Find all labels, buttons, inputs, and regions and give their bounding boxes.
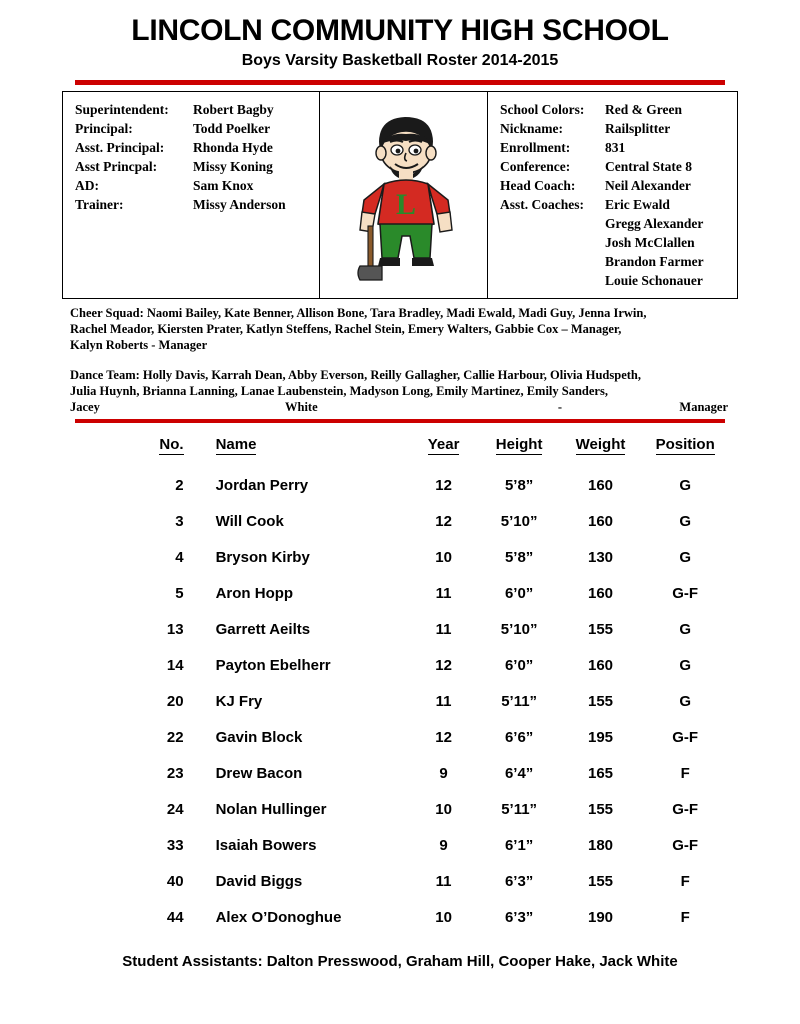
dance-last-role: Manager <box>679 400 728 414</box>
cell-name: Jordan Perry <box>215 476 309 494</box>
school-info-label: Head Coach: <box>500 178 576 193</box>
cell-height: 6’0” <box>504 656 534 674</box>
school-info-row <box>500 214 727 233</box>
admin-row <box>75 195 309 214</box>
cell-name: Bryson Kirby <box>215 548 310 566</box>
school-info-label <box>500 233 605 252</box>
cell-no: 14 <box>166 656 184 674</box>
school-info-value: Josh McClallen <box>605 235 695 250</box>
table-row <box>130 719 730 755</box>
cheer-squad-block <box>70 305 738 353</box>
table-row <box>130 755 730 791</box>
table-row <box>130 467 730 503</box>
cell-position: G <box>679 476 692 494</box>
admin-value: Robert Bagby <box>193 102 274 117</box>
cell-height: 5’11” <box>501 800 538 818</box>
column-header-position <box>640 435 730 467</box>
cell-no: 22 <box>166 728 184 746</box>
roster-table <box>130 435 730 935</box>
cell-no: 40 <box>166 872 184 890</box>
school-info-row <box>500 157 727 176</box>
cell-no: 23 <box>166 764 184 782</box>
school-info-row <box>500 100 727 119</box>
table-row <box>130 647 730 683</box>
dance-last-name-second: White <box>285 400 318 414</box>
table-row <box>130 863 730 899</box>
cell-position: G-F <box>672 800 699 818</box>
cell-position: G-F <box>672 836 699 854</box>
table-row <box>130 575 730 611</box>
cell-year: 12 <box>435 476 452 494</box>
cell-name: Alex O’Donoghue <box>215 908 342 926</box>
cell-weight: 160 <box>587 512 614 530</box>
cell-weight: 160 <box>587 476 614 494</box>
admin-row <box>75 119 309 138</box>
cell-position: G <box>679 548 692 566</box>
column-header-name-label: Name <box>215 436 257 453</box>
dance-team-block <box>70 367 738 415</box>
divider-top <box>75 80 725 85</box>
cell-height: 5’10” <box>500 512 538 530</box>
cell-weight: 165 <box>587 764 614 782</box>
cell-name: Aron Hopp <box>215 584 294 602</box>
column-header-no-label: No. <box>159 436 184 453</box>
cell-year: 9 <box>439 836 448 854</box>
admin-label: Asst. Principal: <box>75 140 165 155</box>
dance-last-dash: - <box>557 400 563 414</box>
cell-year: 12 <box>435 656 452 674</box>
admin-value: Missy Koning <box>193 159 273 174</box>
cell-weight: 190 <box>587 908 614 926</box>
column-header-name <box>194 435 410 467</box>
cell-name: Will Cook <box>215 512 284 530</box>
table-row <box>130 503 730 539</box>
column-header-year-label: Year <box>427 436 460 453</box>
cell-year: 11 <box>435 692 452 710</box>
column-header-height-label: Height <box>495 436 543 453</box>
school-info-value: Red & Green <box>605 102 682 117</box>
cell-year: 9 <box>439 764 448 782</box>
school-info-value: 831 <box>605 140 626 155</box>
dance-team-line: Dance Team: Holly Davis, Karrah Dean, Abby Everson, Reilly Gallagher, Callie Harbour, Olivia Hudspeth, <box>70 368 641 382</box>
cell-weight: 160 <box>587 656 614 674</box>
cell-position: G <box>679 620 692 638</box>
page-title: LINCOLN COMMUNITY HIGH SCHOOL <box>131 14 669 47</box>
cell-no: 44 <box>166 908 184 926</box>
cell-year: 10 <box>435 908 452 926</box>
cell-height: 6’6” <box>504 728 534 746</box>
cell-no: 33 <box>166 836 184 854</box>
column-header-weight <box>561 435 641 467</box>
admin-value: Sam Knox <box>193 178 254 193</box>
cell-weight: 130 <box>587 548 614 566</box>
school-info-value: Central State 8 <box>605 159 692 174</box>
admin-label: Asst Princpal: <box>75 159 158 174</box>
school-info-label <box>500 252 605 271</box>
cell-name: Isaiah Bowers <box>215 836 317 854</box>
school-info-value: Neil Alexander <box>605 178 691 193</box>
school-info-label <box>500 214 605 233</box>
cell-year: 11 <box>435 620 452 638</box>
school-info-column <box>488 92 737 298</box>
cell-height: 6’1” <box>504 836 534 854</box>
cheer-squad-line: Rachel Meador, Kiersten Prater, Katlyn Steffens, Rachel Stein, Emery Walters, Gabbie Cox – Manager, <box>70 322 622 336</box>
column-header-height <box>478 435 561 467</box>
admin-label: Superintendent: <box>75 102 169 117</box>
info-table <box>62 91 738 299</box>
cell-height: 6’4” <box>504 764 534 782</box>
cell-year: 11 <box>435 584 452 602</box>
cell-name: Gavin Block <box>215 728 303 746</box>
column-header-weight-label: Weight <box>575 436 626 453</box>
admin-label: Principal: <box>75 121 133 136</box>
column-header-year <box>410 435 478 467</box>
school-info-label: Conference: <box>500 159 571 174</box>
cell-height: 6’3” <box>504 872 534 890</box>
table-row <box>130 827 730 863</box>
cell-year: 10 <box>435 800 452 818</box>
column-header-no <box>130 435 194 467</box>
dance-team-last-line <box>70 399 738 415</box>
school-info-value: Gregg Alexander <box>605 216 704 231</box>
cell-weight: 155 <box>587 692 614 710</box>
column-header-position-label: Position <box>655 436 715 453</box>
cell-weight: 155 <box>587 620 614 638</box>
table-row <box>130 611 730 647</box>
admin-value: Todd Poelker <box>193 121 271 136</box>
cell-position: F <box>680 872 690 890</box>
cell-weight: 180 <box>587 836 614 854</box>
cell-weight: 155 <box>587 800 614 818</box>
school-info-value: Louie Schonauer <box>605 273 703 288</box>
school-info-label: Asst. Coaches: <box>500 197 584 212</box>
cell-height: 5’8” <box>504 476 534 494</box>
cell-height: 5’8” <box>504 548 534 566</box>
dance-team-line: Julia Huynh, Brianna Lanning, Lanae Laubenstein, Madyson Long, Emily Martinez, Emily Sanders, <box>70 384 608 398</box>
school-info-label: School Colors: <box>500 102 585 117</box>
administration-column <box>63 92 320 298</box>
cell-no: 4 <box>175 548 184 566</box>
divider-roster <box>75 419 725 423</box>
school-info-value: Eric Ewald <box>605 197 670 212</box>
cheer-squad-line: Cheer Squad: Naomi Bailey, Kate Benner, Allison Bone, Tara Bradley, Madi Ewald, Madi Guy, Jenna Irwin, <box>70 306 647 320</box>
cell-no: 24 <box>166 800 184 818</box>
school-info-row <box>500 233 727 252</box>
table-header-row <box>130 435 730 467</box>
cell-position: F <box>680 908 690 926</box>
cell-position: F <box>680 764 690 782</box>
cell-year: 10 <box>435 548 452 566</box>
table-row <box>130 683 730 719</box>
admin-value: Rhonda Hyde <box>193 140 273 155</box>
admin-row <box>75 138 309 157</box>
school-info-row <box>500 195 727 214</box>
school-info-value: Railsplitter <box>605 121 671 136</box>
cell-no: 5 <box>175 584 184 602</box>
cell-name: David Biggs <box>215 872 303 890</box>
school-info-row <box>500 119 727 138</box>
cell-name: KJ Fry <box>215 692 263 710</box>
admin-row <box>75 176 309 195</box>
school-info-row <box>500 271 727 290</box>
railsplitter-mascot-icon <box>340 108 470 283</box>
dance-last-name-first: Jacey <box>70 400 100 414</box>
cell-position: G <box>679 512 692 530</box>
cell-position: G-F <box>672 728 699 746</box>
cell-height: 5’11” <box>501 692 538 710</box>
cell-no: 2 <box>175 476 184 494</box>
table-row <box>130 899 730 935</box>
cell-year: 12 <box>435 728 452 746</box>
cell-no: 3 <box>175 512 184 530</box>
school-info-value: Brandon Farmer <box>605 254 704 269</box>
table-row <box>130 539 730 575</box>
cell-weight: 160 <box>587 584 614 602</box>
school-info-row <box>500 252 727 271</box>
table-row <box>130 791 730 827</box>
cell-name: Nolan Hullinger <box>215 800 327 818</box>
school-info-label: Nickname: <box>500 121 563 136</box>
svg-text:L: L <box>395 187 416 221</box>
school-info-row <box>500 176 727 195</box>
school-info-row <box>500 138 727 157</box>
cell-position: G-F <box>672 584 699 602</box>
page-subtitle: Boys Varsity Basketball Roster 2014-2015 <box>241 52 559 69</box>
cell-no: 13 <box>166 620 184 638</box>
cell-name: Payton Ebelherr <box>215 656 331 674</box>
cell-height: 5’10” <box>500 620 538 638</box>
cheer-squad-line: Kalyn Roberts - Manager <box>70 338 208 352</box>
cell-name: Garrett Aeilts <box>215 620 311 638</box>
cell-position: G <box>679 692 692 710</box>
admin-label: AD: <box>75 178 99 193</box>
school-info-label: Enrollment: <box>500 140 571 155</box>
school-info-label <box>500 271 605 290</box>
cell-year: 11 <box>435 872 452 890</box>
student-assistants-note: Student Assistants: Dalton Presswood, Graham Hill, Cooper Hake, Jack White <box>122 953 678 970</box>
cell-no: 20 <box>166 692 184 710</box>
admin-row <box>75 100 309 119</box>
mascot-column <box>320 92 488 298</box>
cell-weight: 195 <box>587 728 614 746</box>
cell-name: Drew Bacon <box>215 764 303 782</box>
cell-weight: 155 <box>587 872 614 890</box>
admin-row <box>75 157 309 176</box>
cell-position: G <box>679 656 692 674</box>
cell-height: 6’3” <box>504 908 534 926</box>
admin-value: Missy Anderson <box>193 197 286 212</box>
roster-section <box>100 435 760 935</box>
cell-height: 6’0” <box>504 584 534 602</box>
admin-label: Trainer: <box>75 197 124 212</box>
cell-year: 12 <box>435 512 452 530</box>
